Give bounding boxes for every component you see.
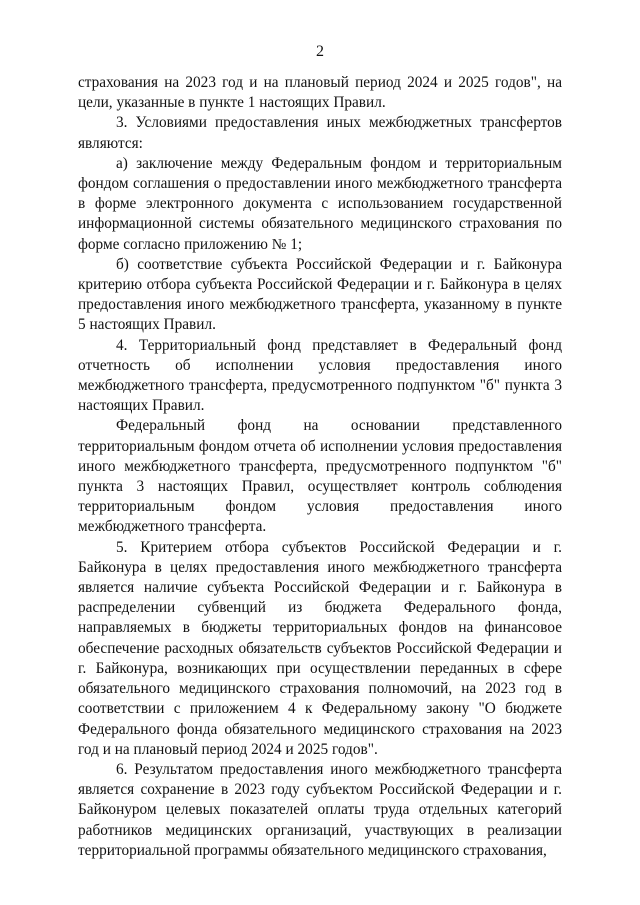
paragraph-item-5: 5. Критерием отбора субъектов Российской Федерации и г. Байконура в целях предоставления иного межбюджетного трансферта является наличие субъекта Российской Федерации и г. Байконура в распределении субвенций из бюджета Федерального фонда, направляемых в бюджеты территориальных фондов на финансовое обеспечение расходных обязательств субъектов Российской Федерации и г. Байконура, возникающих при осуществлении переданных в сфере обязательного медицинского страхования полномочий, на 2023 год в соответствии с приложением 4 к Федеральному закону "О бюджете Федерального фонда обязательного медицинского страхования на 2023 год и на плановый период 2024 и 2025 годов".	[78, 538, 562, 758]
paragraph-item-4: 4. Территориальный фонд представляет в Федеральный фонд отчетность об исполнении условия предоставления иного межбюджетного трансферта, предусмотренного подпунктом "б" пункта 3 настоящих Правил.	[78, 336, 562, 415]
document-body	[78, 73, 562, 861]
paragraph-item-6: 6. Результатом предоставления иного межбюджетного трансферта является сохранение в 2023 году субъектом Российской Федерации и г. Байконуром целевых показателей оплаты труда отдельных категорий работников медицинских организаций, участвующих в реализации территориальной программы обязательного медицинского страхования,	[78, 760, 562, 859]
paragraph-item-3a: а) заключение между Федеральным фондом и территориальным фондом соглашения о предоставлении иного межбюджетного трансферта в форме электронного документа с использованием государственной информационной системы обязательного медицинского страхования по форме согласно приложению № 1;	[78, 154, 562, 253]
paragraph-item-4-control: Федеральный фонд на основании представленного территориальным фондом отчета об исполнении условия предоставления иного межбюджетного трансферта, предусмотренного подпунктом "б" пункта 3 настоящих Правил, осуществляет контроль соблюдения территориальным фондом условия предоставления иного межбюджетного трансферта.	[78, 417, 562, 536]
paragraph-item-3b: б) соответствие субъекта Российской Федерации и г. Байконура критерию отбора субъекта Российской Федерации и г. Байконура в целях предоставления иного межбюджетного трансферта, указанному в пункте 5 настоящих Правил.	[78, 255, 562, 334]
paragraph-item-3: 3. Условиями предоставления иных межбюджетных трансфертов являются:	[78, 114, 562, 152]
page-number: 2	[316, 43, 324, 60]
paragraph-continuation: страхования на 2023 год и на плановый период 2024 и 2025 годов", на цели, указанные в пункте 1 настоящих Правил.	[78, 74, 562, 112]
